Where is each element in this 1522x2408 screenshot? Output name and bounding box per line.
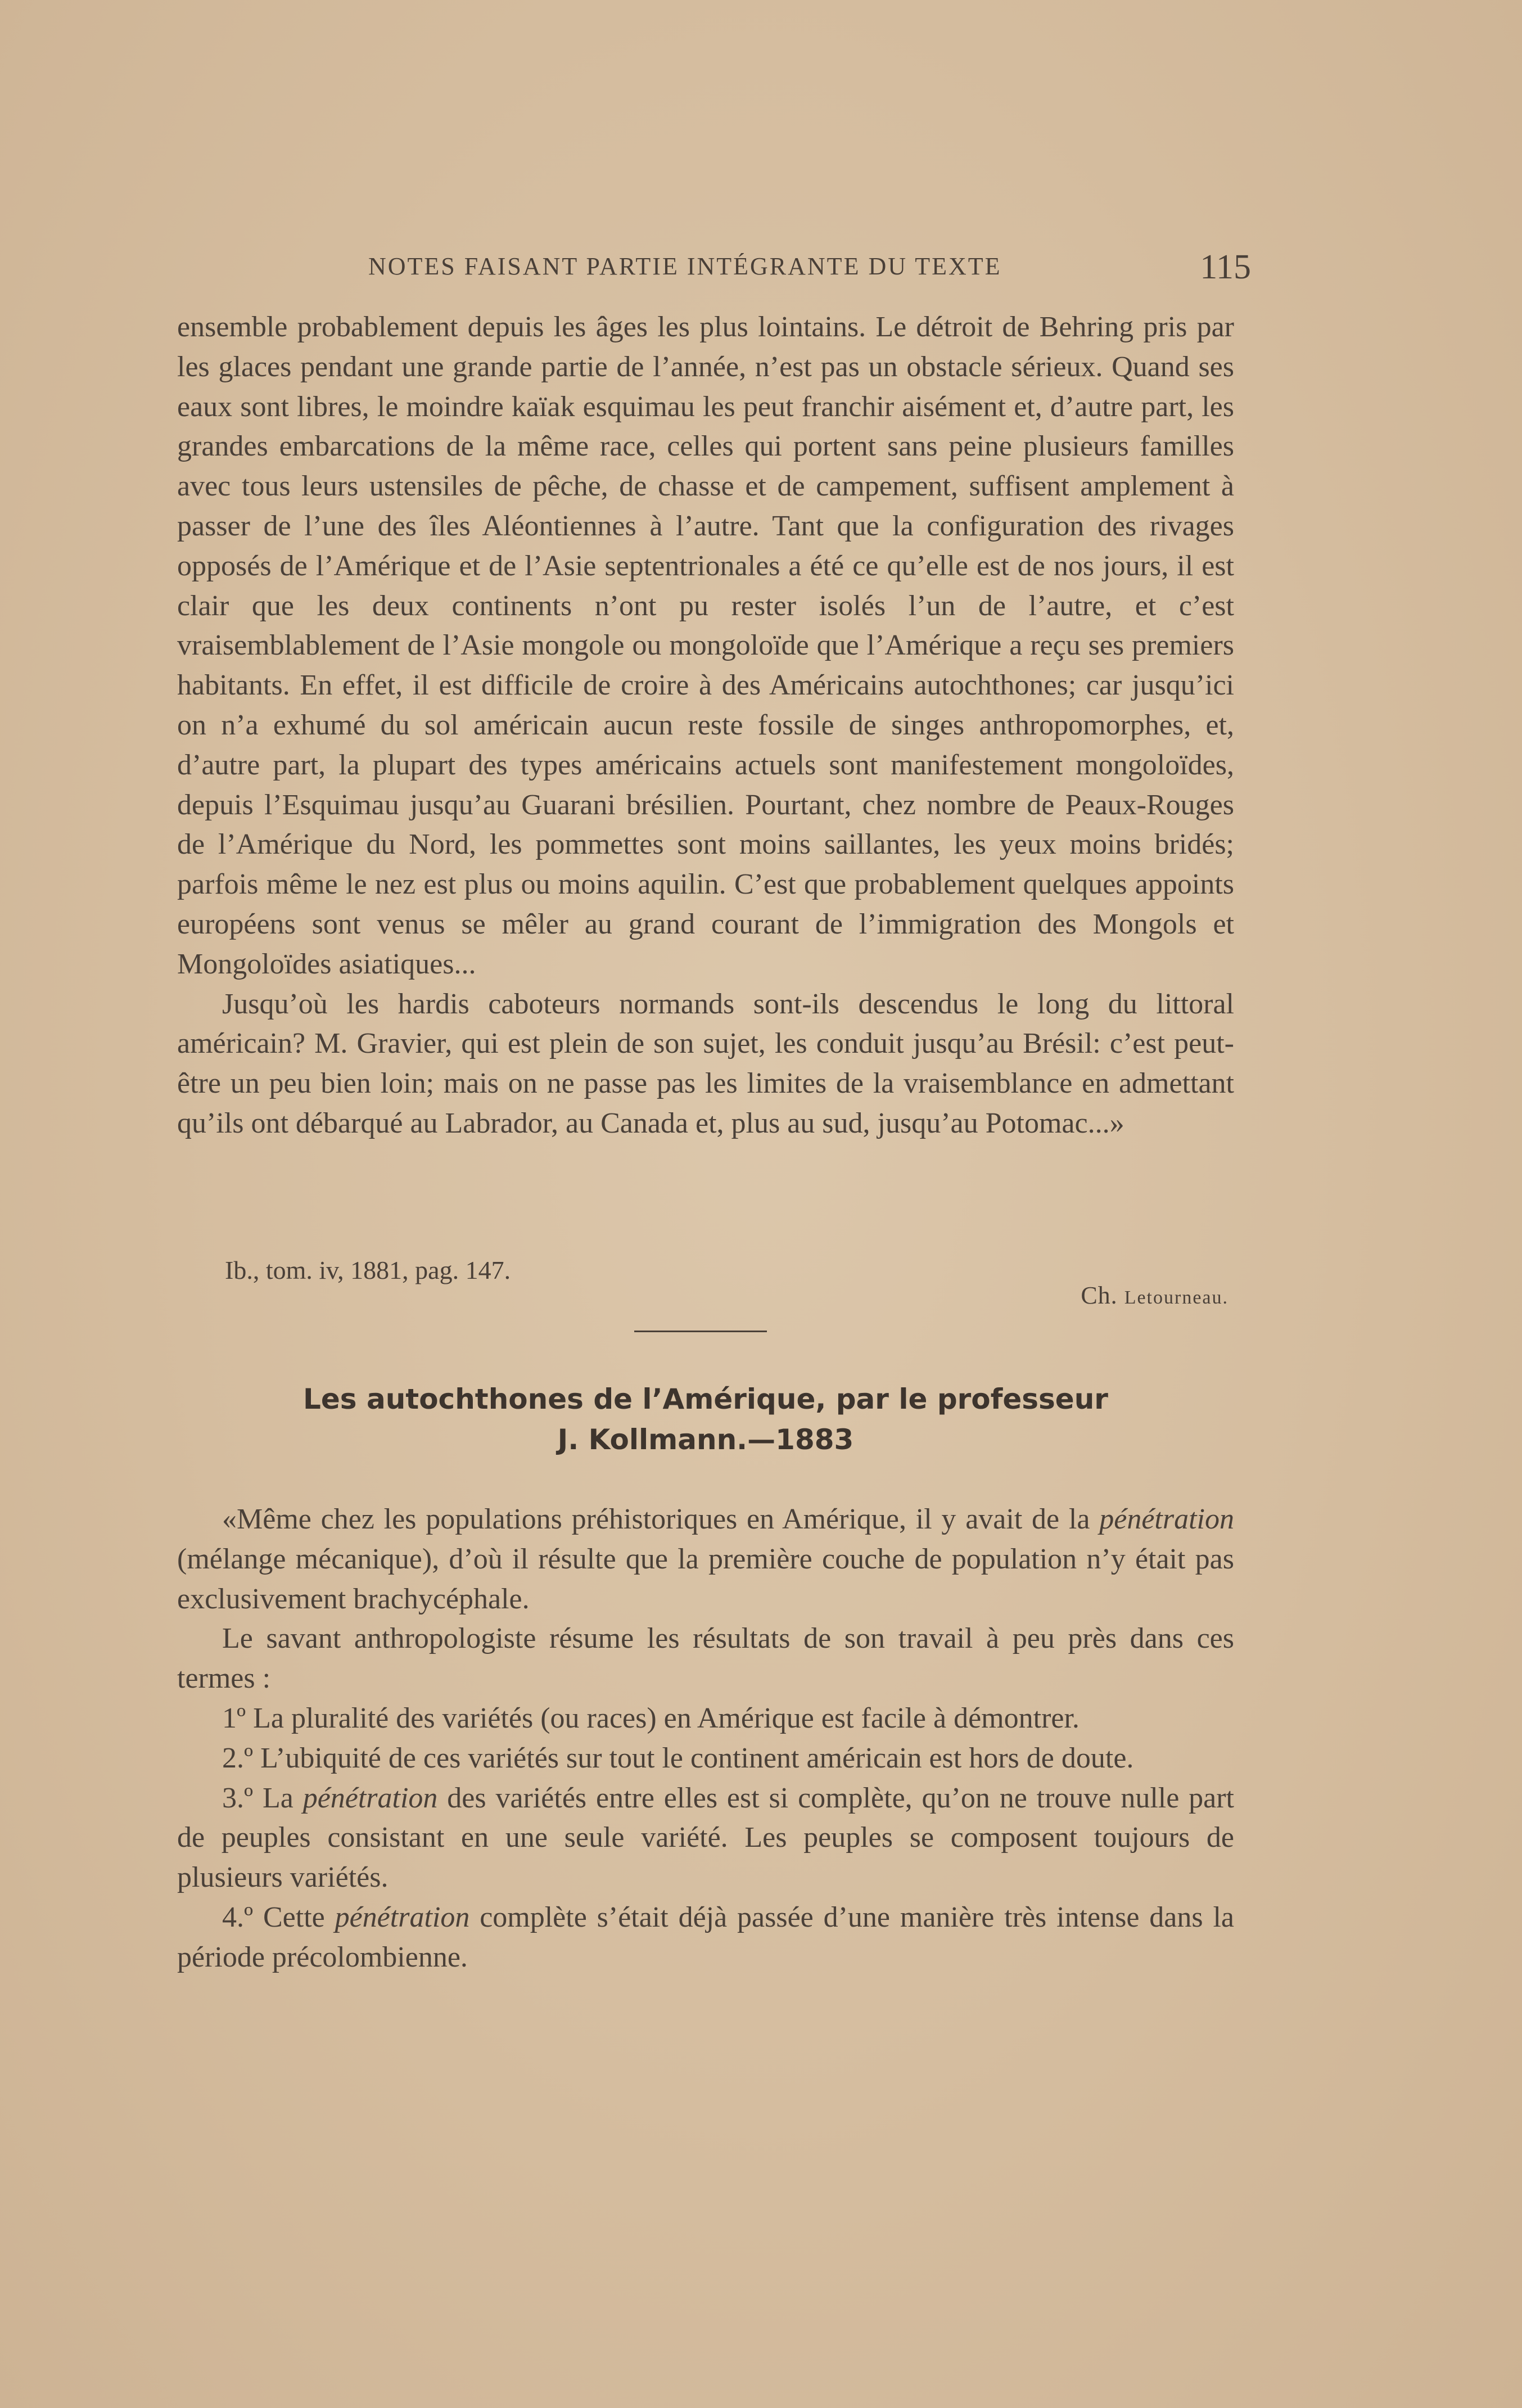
source-citation: Ib., tom. iv, 1881, pag. 147. (225, 1256, 511, 1284)
kollmann-summary (177, 1500, 1234, 1978)
page-number: 115 (1200, 248, 1251, 286)
numbered-point: 1º La pluralité des variétés (ou races) en Amérique est facile à démontrer. (222, 1702, 1080, 1734)
numbered-point: 4.º Cette pénétration complète s’était déjà passée d’une manière très intense dans la période précolombienne. (177, 1901, 1234, 1973)
emphasis: pénétration (335, 1901, 470, 1933)
section-heading-line: Les autochthones de l’Amérique, par le professeur (303, 1383, 1108, 1415)
section-heading (177, 1379, 1234, 1460)
emphasis: pénétration (302, 1782, 438, 1814)
emphasis: pénétration (1099, 1503, 1234, 1535)
running-title: NOTES FAISANT PARTIE INTÉGRANTE DU TEXTE (368, 252, 1002, 280)
paragraph: Le savant anthropologiste résume les résultats de son travail à peu près dans ces termes : (177, 1622, 1234, 1695)
numbered-point: 2.º L’ubiquité de ces variétés sur tout le continent américain est hors de doute. (222, 1742, 1134, 1774)
paragraph: «Même chez les populations préhistoriques en Amérique, il y avait de la pénétration (mélange mécanique), d’où il résulte que la première couche de population n’y était pas exclusivement brachycéphale. (177, 1503, 1234, 1615)
author-signature (1081, 1281, 1229, 1310)
paragraph: ensemble probablement depuis les âges les plus lointains. Le détroit de Behring pris par les glaces pendant une grande partie de l’année, n’est pas un obstacle sérieux. Quand ses eaux sont libres, le moindre kaïak esquimau les peut franchir aisément et, d’autre part, les grandes embarcations de la même race, celles qui portent sans peine plusieurs familles avec tous leurs ustensiles de pêche, de chasse et de campement, suffisent amplement à passer de l’une des îles Aléontiennes à l’autre. Tant que la configuration des rivages opposés de l’Amérique et de l’Asie septentrionales a été ce qu’elle est de nos jours, il est clair que les deux continents n’ont pu rester isolés l’un de l’autre, et c’est vraisemblablement de l’Asie mongole ou mongoloïde que l’Amérique a reçu ses premiers habitants. En effet, il est difficile de croire à des Américains autochthones; car jusqu’ici on n’a exhumé du sol américain aucun reste fossile de singes anthropomorphes, et, d’autre part, la plupart des types américains actuels sont manifestement mongoloïdes, depuis l’Esquimau jusqu’au Guarani brésilien. Pourtant, chez nombre de Peaux-Rouges de l’Amérique du Nord, les pommettes sont moins saillantes, les yeux moins bridés; parfois même le nez est plus ou moins aquilin. C’est que probablement quelques appoints européens sont venus se mêler au grand courant de l’immigration des Mongols et Mongoloïdes asiatiques... (177, 311, 1234, 980)
section-heading-line: J. Kollmann.—1883 (557, 1423, 854, 1456)
author-name: Letourneau. (1124, 1287, 1229, 1308)
author-initial: Ch. (1081, 1282, 1118, 1309)
section-divider (634, 1331, 767, 1332)
continued-quotation (177, 308, 1234, 1144)
paragraph: Jusqu’où les hardis caboteurs normands sont-ils descendus le long du littoral américain? M. Gravier, qui est plein de son sujet, les conduit jusqu’au Brésil: c’est peut-être un peu bien loin; mais on ne passe pas les limites de la vraisemblance en admettant qu’ils ont débarqué au Labrador, au Canada et, plus au sud, jusqu’au Potomac...» (177, 987, 1234, 1139)
running-head (177, 247, 1251, 286)
numbered-point: 3.º La pénétration des variétés entre elles est si complète, qu’on ne trouve nulle part de peuples consistant en une seule variété. Les peuples se composent toujours de plusieurs variétés. (177, 1782, 1235, 1894)
